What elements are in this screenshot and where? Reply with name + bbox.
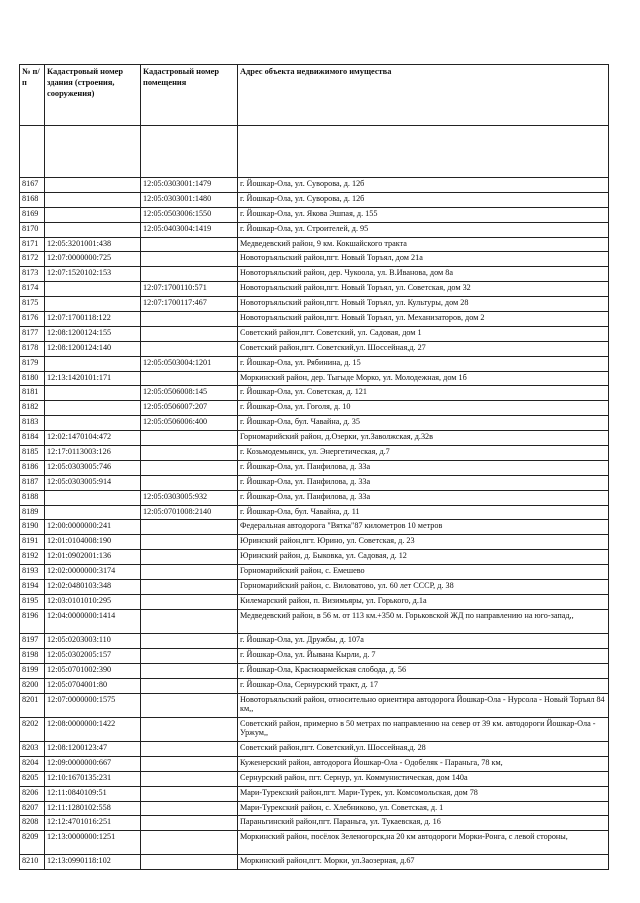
row-number: 8182 <box>20 401 45 416</box>
row-number: 8185 <box>20 446 45 461</box>
premises-cadastral-number <box>141 831 238 855</box>
row-number: 8169 <box>20 207 45 222</box>
address: Советский район,пгт. Советский,ул. Шоссейная,д. 28 <box>238 741 609 756</box>
row-number: 8187 <box>20 475 45 490</box>
building-cadastral-number <box>45 356 141 371</box>
row-number: 8174 <box>20 282 45 297</box>
premises-cadastral-number: 12:05:0303005:932 <box>141 490 238 505</box>
row-number: 8202 <box>20 717 45 741</box>
premises-cadastral-number: 12:07:1700117:467 <box>141 297 238 312</box>
building-cadastral-number <box>45 401 141 416</box>
address: г. Йошкар-Ола, бул. Чавайна, д. 35 <box>238 416 609 431</box>
address: Горномарийский район, с. Емешево <box>238 565 609 580</box>
premises-cadastral-number <box>141 855 238 870</box>
address: г. Йошкар-Ола, ул. Панфилова, д. 33а <box>238 490 609 505</box>
row-number: 8193 <box>20 565 45 580</box>
table-row <box>20 252 609 267</box>
row-number: 8200 <box>20 678 45 693</box>
building-cadastral-number: 12:05:0302005:157 <box>45 648 141 663</box>
address: Федеральная автодорога "Вятка"87 километров 10 метров <box>238 520 609 535</box>
header-address: Адрес объекта недвижимого имущества <box>238 65 609 126</box>
premises-cadastral-number <box>141 520 238 535</box>
premises-cadastral-number: 12:05:0701008:2140 <box>141 505 238 520</box>
building-cadastral-number: 12:12:4701016:251 <box>45 816 141 831</box>
address: Горномарийский район, с. Виловатово, ул. 60 лет СССР, д. 38 <box>238 580 609 595</box>
table-row <box>20 786 609 801</box>
premises-cadastral-number <box>141 678 238 693</box>
building-cadastral-number: 12:01:0104008:190 <box>45 535 141 550</box>
address: г. Йошкар-Ола, Сернурский тракт, д. 17 <box>238 678 609 693</box>
premises-cadastral-number: 12:05:0403004:1419 <box>141 222 238 237</box>
row-number: 8175 <box>20 297 45 312</box>
row-number: 8167 <box>20 178 45 193</box>
building-cadastral-number: 12:02:0000000:3174 <box>45 565 141 580</box>
row-number: 8209 <box>20 831 45 855</box>
row-number: 8188 <box>20 490 45 505</box>
premises-cadastral-number <box>141 446 238 461</box>
table-row <box>20 446 609 461</box>
empty-row <box>20 126 609 178</box>
row-number: 8207 <box>20 801 45 816</box>
row-number: 8180 <box>20 371 45 386</box>
table-row <box>20 831 609 855</box>
premises-cadastral-number <box>141 741 238 756</box>
row-number: 8196 <box>20 609 45 633</box>
premises-cadastral-number <box>141 801 238 816</box>
table-cell <box>141 126 238 178</box>
building-cadastral-number <box>45 416 141 431</box>
table-row <box>20 386 609 401</box>
premises-cadastral-number: 12:05:0303001:1479 <box>141 178 238 193</box>
building-cadastral-number: 12:05:0701002:390 <box>45 663 141 678</box>
table-row <box>20 609 609 633</box>
row-number: 8178 <box>20 341 45 356</box>
table-row <box>20 475 609 490</box>
premises-cadastral-number <box>141 756 238 771</box>
table-row <box>20 341 609 356</box>
table-row <box>20 326 609 341</box>
table-row <box>20 550 609 565</box>
address: г. Йошкар-Ола, бул. Чавайна, д. 11 <box>238 505 609 520</box>
row-number: 8186 <box>20 460 45 475</box>
row-number: 8177 <box>20 326 45 341</box>
table-cell <box>20 126 45 178</box>
premises-cadastral-number <box>141 771 238 786</box>
premises-cadastral-number <box>141 816 238 831</box>
address: Горномарийский район, д.Озерки, ул.Заволжская, д.32в <box>238 431 609 446</box>
building-cadastral-number <box>45 222 141 237</box>
table-row <box>20 222 609 237</box>
row-number: 8173 <box>20 267 45 282</box>
address: Новоторъяльский район,пгт. Новый Торъял, ул. Советская, дом 32 <box>238 282 609 297</box>
building-cadastral-number: 12:07:0000000:725 <box>45 252 141 267</box>
address: г. Йошкар-Ола, ул. Суворова, д. 12б <box>238 178 609 193</box>
table-row <box>20 634 609 649</box>
address: г. Йошкар-Ола, ул. Панфилова, д. 33а <box>238 475 609 490</box>
table-row <box>20 663 609 678</box>
premises-cadastral-number <box>141 648 238 663</box>
row-number: 8208 <box>20 816 45 831</box>
row-number: 8176 <box>20 312 45 327</box>
premises-cadastral-number: 12:07:1700110:571 <box>141 282 238 297</box>
address: г. Йошкар-Ола, Красноармейская слобода, д. 56 <box>238 663 609 678</box>
address: Новоторъяльский район, дер. Чукоола, ул. В.Иванова, дом 8а <box>238 267 609 282</box>
building-cadastral-number <box>45 386 141 401</box>
premises-cadastral-number: 12:05:0506006:400 <box>141 416 238 431</box>
table-row <box>20 678 609 693</box>
building-cadastral-number: 12:07:0000000:1575 <box>45 693 141 717</box>
premises-cadastral-number <box>141 267 238 282</box>
row-number: 8190 <box>20 520 45 535</box>
premises-cadastral-number: 12:05:0503004:1201 <box>141 356 238 371</box>
row-number: 8195 <box>20 594 45 609</box>
premises-cadastral-number <box>141 634 238 649</box>
address: г. Йошкар-Ола, ул. Панфилова, д. 33а <box>238 460 609 475</box>
premises-cadastral-number <box>141 609 238 633</box>
table-row <box>20 282 609 297</box>
row-number: 8181 <box>20 386 45 401</box>
building-cadastral-number <box>45 282 141 297</box>
address: Моркинский район, посёлок Зеленогорск,на 20 км автодороги Морки-Ронга, с левой стороны, <box>238 831 609 855</box>
address: Советский район,пгт. Советский, ул. Садовая, дом 1 <box>238 326 609 341</box>
table-row <box>20 741 609 756</box>
building-cadastral-number: 12:02:1470104:472 <box>45 431 141 446</box>
table-row <box>20 460 609 475</box>
row-number: 8172 <box>20 252 45 267</box>
address: Новоторъяльский район,пгт. Новый Торъял, ул. Механизаторов, дом 2 <box>238 312 609 327</box>
row-number: 8183 <box>20 416 45 431</box>
table-header-row <box>20 65 609 126</box>
table-row <box>20 594 609 609</box>
building-cadastral-number: 12:00:0000000:241 <box>45 520 141 535</box>
header-premises-cadastral: Кадастровый номер помещения <box>141 65 238 126</box>
premises-cadastral-number <box>141 326 238 341</box>
building-cadastral-number: 12:13:0000000:1251 <box>45 831 141 855</box>
row-number: 8201 <box>20 693 45 717</box>
table-row <box>20 312 609 327</box>
address: Куженерский район, автодорога Йошкар-Ола - Одобеляк - Параньга, 78 км, <box>238 756 609 771</box>
table-row <box>20 178 609 193</box>
building-cadastral-number <box>45 297 141 312</box>
table-row <box>20 855 609 870</box>
table-row <box>20 693 609 717</box>
address: Моркинский район, дер. Тыгыде Морко, ул. Молодежная, дом 1б <box>238 371 609 386</box>
table-row <box>20 297 609 312</box>
address: Килемарский район, п. Визимьяры, ул. Горького, д.1а <box>238 594 609 609</box>
address: г. Йошкар-Ола, ул. Суворова, д. 12б <box>238 192 609 207</box>
table-row <box>20 371 609 386</box>
table-row <box>20 801 609 816</box>
address: Новоторъяльский район,пгт. Новый Торъял, ул. Культуры, дом 28 <box>238 297 609 312</box>
row-number: 8198 <box>20 648 45 663</box>
row-number: 8192 <box>20 550 45 565</box>
table-row <box>20 237 609 252</box>
row-number: 8179 <box>20 356 45 371</box>
building-cadastral-number: 12:05:0303005:746 <box>45 460 141 475</box>
building-cadastral-number: 12:13:0990118:102 <box>45 855 141 870</box>
row-number: 8194 <box>20 580 45 595</box>
building-cadastral-number <box>45 178 141 193</box>
table-row <box>20 356 609 371</box>
address: Моркинский район,пгт. Морки, ул.Заозерная, д.67 <box>238 855 609 870</box>
address: Советский район, примерно в 50 метрах по направлению на север от 39 км. автодороги Йошкар-Ола - Уржум,, <box>238 717 609 741</box>
building-cadastral-number: 12:08:1200124:155 <box>45 326 141 341</box>
address: г. Йошкар-Ола, ул. Строителей, д. 95 <box>238 222 609 237</box>
table-cell <box>238 126 609 178</box>
premises-cadastral-number <box>141 431 238 446</box>
address: г. Йошкар-Ола, ул. Йывана Кырли, д. 7 <box>238 648 609 663</box>
address: Сернурский район, пгт. Сернур, ул. Коммунистическая, дом 140а <box>238 771 609 786</box>
building-cadastral-number: 12:08:1200124:140 <box>45 341 141 356</box>
table-row <box>20 490 609 505</box>
building-cadastral-number: 12:11:1280102:558 <box>45 801 141 816</box>
row-number: 8184 <box>20 431 45 446</box>
building-cadastral-number: 12:02:0480103:348 <box>45 580 141 595</box>
address: г. Йошкар-Ола, ул. Рябинина, д. 15 <box>238 356 609 371</box>
building-cadastral-number: 12:04:0000000:1414 <box>45 609 141 633</box>
property-register-sheet <box>19 64 608 870</box>
row-number: 8197 <box>20 634 45 649</box>
premises-cadastral-number: 12:05:0506008:145 <box>141 386 238 401</box>
building-cadastral-number: 12:01:0902001:136 <box>45 550 141 565</box>
building-cadastral-number: 12:09:0000000:667 <box>45 756 141 771</box>
building-cadastral-number: 12:07:1520102:153 <box>45 267 141 282</box>
premises-cadastral-number <box>141 580 238 595</box>
address: Параньгинский район,пгт. Параньга, ул. Тукаевская, д. 16 <box>238 816 609 831</box>
building-cadastral-number: 12:07:1700118:122 <box>45 312 141 327</box>
address: г. Йошкар-Ола, ул. Якова Эшпая, д. 155 <box>238 207 609 222</box>
row-number: 8191 <box>20 535 45 550</box>
premises-cadastral-number <box>141 460 238 475</box>
table-row <box>20 267 609 282</box>
address: Новоторъяльский район, относительно ориентира автодорога Йошкар-Ола - Нурсола - Новый Торъял 84 км,, <box>238 693 609 717</box>
row-number: 8203 <box>20 741 45 756</box>
table-row <box>20 416 609 431</box>
building-cadastral-number: 12:05:0704001:80 <box>45 678 141 693</box>
address: Мари-Турекский район, с. Хлебниково, ул. Советская, д. 1 <box>238 801 609 816</box>
building-cadastral-number <box>45 490 141 505</box>
building-cadastral-number: 12:13:1420101:171 <box>45 371 141 386</box>
building-cadastral-number <box>45 207 141 222</box>
table-row <box>20 431 609 446</box>
row-number: 8170 <box>20 222 45 237</box>
building-cadastral-number: 12:05:0303005:914 <box>45 475 141 490</box>
table-row <box>20 401 609 416</box>
premises-cadastral-number: 12:05:0503006:1550 <box>141 207 238 222</box>
building-cadastral-number: 12:08:0000000:1422 <box>45 717 141 741</box>
header-number: № п/п <box>20 65 45 126</box>
address: Юринский район, д. Быковка, ул. Садовая, д. 12 <box>238 550 609 565</box>
address: Юринский район,пгт. Юрино, ул. Советская, д. 23 <box>238 535 609 550</box>
premises-cadastral-number <box>141 717 238 741</box>
premises-cadastral-number <box>141 594 238 609</box>
building-cadastral-number <box>45 192 141 207</box>
table-body <box>20 126 609 870</box>
row-number: 8204 <box>20 756 45 771</box>
premises-cadastral-number <box>141 565 238 580</box>
row-number: 8189 <box>20 505 45 520</box>
table-row <box>20 648 609 663</box>
row-number: 8168 <box>20 192 45 207</box>
building-cadastral-number: 12:05:3201001:438 <box>45 237 141 252</box>
address: г. Йошкар-Ола, ул. Гоголя, д. 10 <box>238 401 609 416</box>
building-cadastral-number <box>45 505 141 520</box>
building-cadastral-number: 12:03:0101010:295 <box>45 594 141 609</box>
table-row <box>20 520 609 535</box>
table-row <box>20 505 609 520</box>
row-number: 8205 <box>20 771 45 786</box>
table-row <box>20 717 609 741</box>
premises-cadastral-number <box>141 550 238 565</box>
address: Медведевский район, 9 км. Кокшайского тракта <box>238 237 609 252</box>
row-number: 8206 <box>20 786 45 801</box>
premises-cadastral-number <box>141 535 238 550</box>
table-row <box>20 192 609 207</box>
header-building-cadastral: Кадастровый номер здания (строения, сооружения) <box>45 65 141 126</box>
address: Мари-Турекский район,пгт. Мари-Турек, ул. Комсомольская, дом 78 <box>238 786 609 801</box>
address: г. Йошкар-Ола, ул. Дружбы, д. 107а <box>238 634 609 649</box>
table-row <box>20 580 609 595</box>
row-number: 8171 <box>20 237 45 252</box>
building-cadastral-number: 12:08:1200123:47 <box>45 741 141 756</box>
premises-cadastral-number <box>141 475 238 490</box>
building-cadastral-number: 12:17:0113003:126 <box>45 446 141 461</box>
address: Медведевский район, в 56 м. от 113 км.+350 м. Горьковской ЖД по направлению на юго-запад,, <box>238 609 609 633</box>
table-row <box>20 756 609 771</box>
table-row <box>20 207 609 222</box>
premises-cadastral-number <box>141 252 238 267</box>
building-cadastral-number: 12:10:1670135:231 <box>45 771 141 786</box>
address: г. Козьмодемьянск, ул. Энергетическая, д.7 <box>238 446 609 461</box>
table-row <box>20 816 609 831</box>
premises-cadastral-number <box>141 312 238 327</box>
premises-cadastral-number <box>141 786 238 801</box>
row-number: 8210 <box>20 855 45 870</box>
row-number: 8199 <box>20 663 45 678</box>
premises-cadastral-number <box>141 237 238 252</box>
address: Новоторъяльский район,пгт. Новый Торъял, дом 21а <box>238 252 609 267</box>
address: Советский район,пгт. Советский,ул. Шоссейная,д. 27 <box>238 341 609 356</box>
table-row <box>20 535 609 550</box>
table-row <box>20 565 609 580</box>
table-cell <box>45 126 141 178</box>
building-cadastral-number: 12:05:0203003:110 <box>45 634 141 649</box>
premises-cadastral-number: 12:05:0303001:1480 <box>141 192 238 207</box>
premises-cadastral-number <box>141 693 238 717</box>
table-row <box>20 771 609 786</box>
property-table <box>19 64 609 870</box>
premises-cadastral-number <box>141 371 238 386</box>
premises-cadastral-number: 12:05:0506007:207 <box>141 401 238 416</box>
address: г. Йошкар-Ола, ул. Советская, д. 121 <box>238 386 609 401</box>
premises-cadastral-number <box>141 341 238 356</box>
premises-cadastral-number <box>141 663 238 678</box>
building-cadastral-number: 12:11:0840109:51 <box>45 786 141 801</box>
